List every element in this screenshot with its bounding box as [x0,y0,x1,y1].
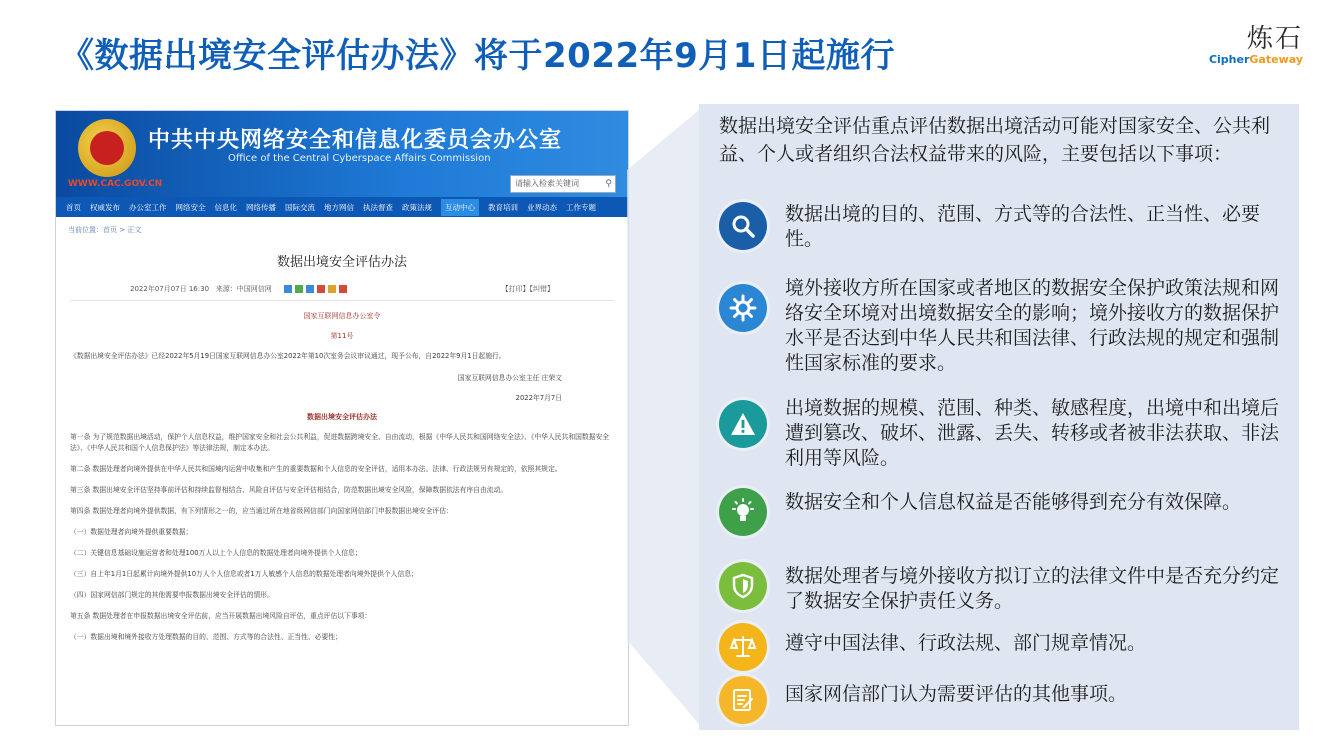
page-title: 《数据出境安全评估办法》将于2022年9月1日起施行 [60,36,895,76]
article-list-item: （二）关键信息基础设施运营者和处理100万人以上个人信息的数据处理者向境外提供个人信息； [70,549,362,557]
assessment-item-text: 数据安全和个人信息权益是否能够得到充分有效保障。 [785,491,1242,513]
cac-nav-item: 执法督查 [363,202,393,212]
lightbulb-icon [719,488,767,536]
article-meta [70,284,614,301]
article-list-item: （三）自上年1月1日起累计向境外提供10万人个人信息或者1万人敏感个人信息的数据处理者向境外提供个人信息； [70,570,418,578]
search-icon: ⚲ [605,179,612,189]
article-print-links: 【打印】【纠错】 [501,285,554,293]
article-paragraph: 第四条 数据处理者向境外提供数据，有下列情形之一的，应当通过所在地省级网信部门向国家网信部门申报数据出境安全评估： [70,507,453,515]
article-source: 来源：中国网信网 [215,285,272,293]
article-paragraph: 《数据出境安全评估办法》已经2022年5月19日国家互联网信息办公室2022年第10次室务会议审议通过，现予公布，自2022年9月1日起施行。 [70,352,506,360]
share-icon [295,285,303,293]
logo-en-part1: Cipher [1208,53,1250,66]
assessment-item-text: 国家网信部门认为需要评估的其他事项。 [785,683,1128,705]
cac-nav-item: 网络安全 [175,202,206,212]
gear-icon [719,284,767,332]
logo-cn-text: 炼石 [1246,24,1303,54]
share-icon [317,285,325,293]
article-sign-date: 2022年7月7日 [515,394,562,402]
assessment-item-text: 数据处理者与境外接收方拟订立的法律文件中是否充分约定了数据安全保护责任义务。 [785,565,1280,612]
panel-intro: 数据出境安全评估重点评估数据出境活动可能对国家安全、公共利益、个人或者组织合法权益带来的风险，主要包括以下事项： [719,115,1271,165]
article-body [56,251,628,643]
cac-nav-item: 业界动态 [527,202,557,212]
share-icon [284,285,292,293]
article-order-no: 第11号 [330,332,354,340]
article-law-title: 数据出境安全评估办法 [307,413,377,421]
shield-icon [719,562,767,610]
cac-site-header [56,111,628,197]
cac-article-screenshot [55,110,629,726]
scales-icon [719,623,767,671]
cac-nav-item: 国际交流 [285,202,315,212]
cac-site-name-en: Office of the Central Cyberspace Affairs Commission [228,153,491,164]
assessment-item-text: 数据出境的目的、范围、方式等的合法性、正当性、必要性。 [785,203,1261,250]
cac-nav-item: 教育培训 [488,202,518,212]
cac-nav-item: 权威发布 [90,202,120,212]
article-paragraph: 第三条 数据出境安全评估坚持事前评估和持续监督相结合、风险自评估与安全评估相结合，防范数据出境安全风险，保障数据依法有序自由流动。 [70,486,508,494]
warning-icon [719,400,767,448]
share-icons [284,285,347,293]
article-title: 数据出境安全评估办法 [276,255,407,270]
article-paragraph: 第五条 数据处理者在申报数据出境安全评估前，应当开展数据出境风险自评估，重点评估以下事项： [70,612,372,620]
cac-nav-item-active: 互动中心 [441,199,479,216]
cac-nav-item: 网络传播 [246,202,276,212]
cac-nav-item: 首页 [66,202,81,212]
article-issuer: 国家互联网信息办公室令 [303,312,381,320]
cac-nav-item: 办公室工作 [129,202,167,212]
cac-nav-item: 工作专题 [566,202,596,212]
callout-connector [627,110,699,724]
cac-nav-item: 地方网信 [324,202,354,212]
article-paragraph: （一）数据出境和境外接收方处理数据的目的、范围、方式等的合法性、正当性、必要性； [70,633,342,641]
cac-search-placeholder: 请输入检索关键词 [515,179,579,188]
cac-site-url: WWW.CAC.GOV.CN [68,179,163,189]
share-icon [339,285,347,293]
assessment-item-text: 境外接收方所在国家或者地区的数据安全保护政策法规和网络安全环境对出境数据安全的影响；境外接收方的数据保护水平是否达到中华人民共和国法律、行政法规的规定和强制性国家标准的要求。 [785,277,1280,374]
assessment-item-text: 遵守中国法律、行政法规、部门规章情况。 [785,632,1147,654]
cac-search-input [510,175,616,193]
article-signer: 国家互联网信息办公室主任 庄荣文 [457,374,562,382]
logo-en-part2: Gateway [1249,53,1303,66]
cac-nav-item: 政策法规 [402,202,432,212]
party-emblem-icon [78,119,136,177]
cac-nav-item: 信息化 [214,202,237,212]
article-date: 2022年07月07日 16:30 [130,285,210,293]
article-list-item: （一）数据处理者向境外提供重要数据； [70,528,193,536]
assessment-items-panel [699,104,1299,730]
cac-site-name-cn: 中共中央网络安全和信息化委员会办公室 [148,128,563,153]
cac-nav-bar [56,197,628,217]
cipher-gateway-logo [1209,18,1303,66]
magnifier-icon [719,202,767,250]
breadcrumb: 当前位置：首页 > 正文 [68,226,142,234]
article-paragraph: 第二条 数据处理者向境外提供在中华人民共和国境内运营中收集和产生的重要数据和个人信息的安全评估，适用本办法。法律、行政法规另有规定的，依照其规定。 [70,465,562,473]
share-icon [328,285,336,293]
document-icon [719,676,767,724]
article-paragraph: 第一条 为了规范数据出境活动，保护个人信息权益，维护国家安全和社会公共利益，促进数据跨境安全、自由流动，根据《中华人民共和国网络安全法》、《中华人民共和国数据安全法》、《中华人民共和国个人信息保护法》等法律法规，制定本办法。 [70,433,610,452]
logo-en-text [1209,53,1303,66]
share-icon [306,285,314,293]
assessment-item-text: 出境数据的规模、范围、种类、敏感程度，出境中和出境后遭到篡改、破坏、泄露、丢失、转移或者被非法获取、非法利用等风险。 [785,397,1280,469]
article-list-item: （四）国家网信部门规定的其他需要申报数据出境安全评估的情形。 [70,591,274,599]
